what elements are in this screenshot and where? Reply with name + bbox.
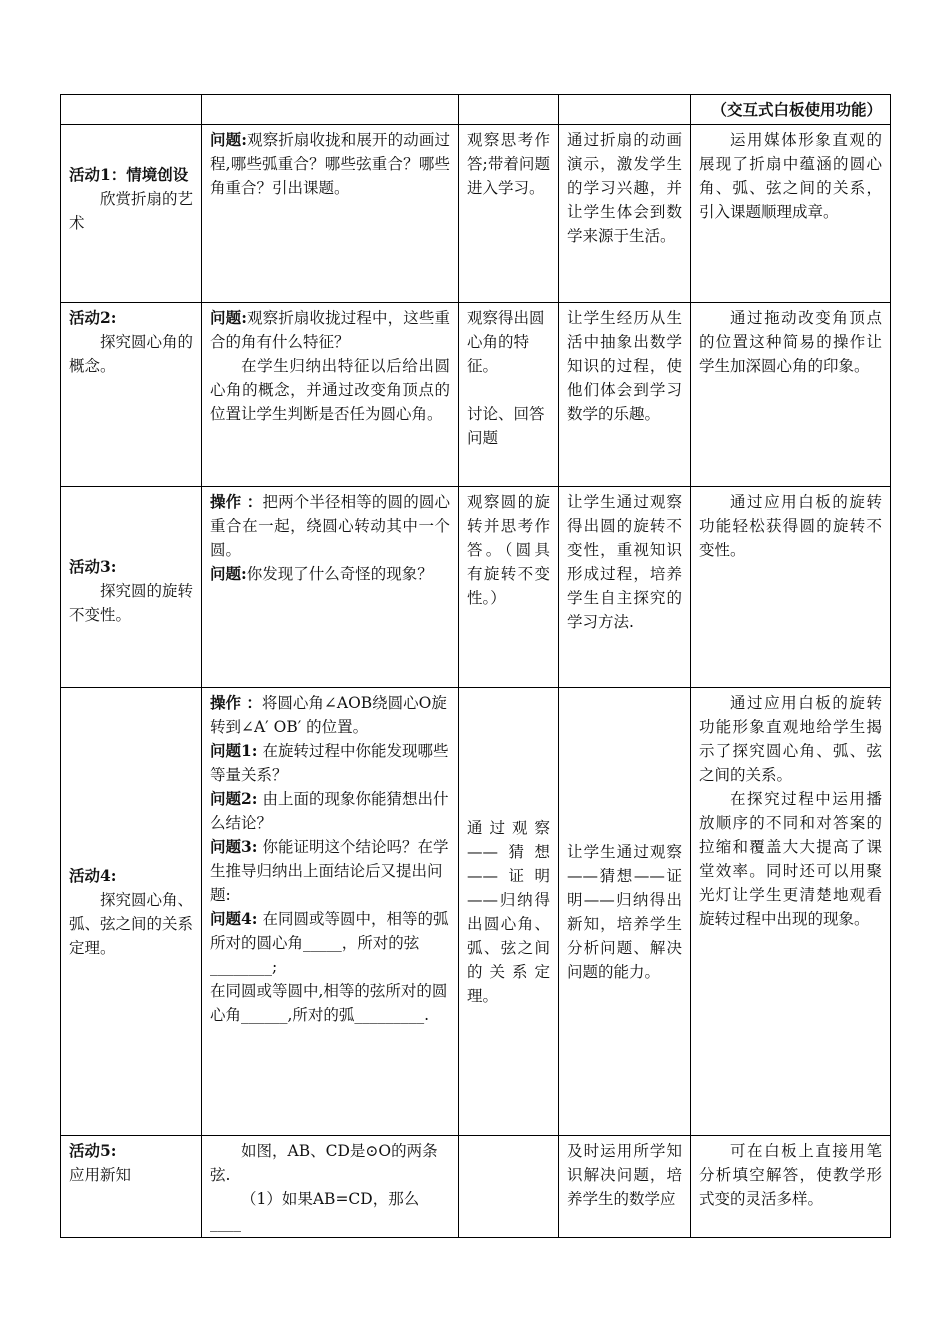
- question-text: 你能证明这个结论吗？在学生推导归纳出上面结论后又提出问题:: [210, 838, 449, 904]
- content-cell: [202, 688, 459, 1136]
- activity-cell: [61, 125, 202, 303]
- student-activity-text-2: 讨论、回答问题: [467, 405, 545, 447]
- question-text: 你发现了什么奇怪的现象？: [246, 565, 433, 583]
- activity-cell: [61, 1136, 202, 1238]
- content-cell: [202, 1136, 459, 1238]
- activity-title: 活动2:: [69, 308, 117, 327]
- student-activity-cell: 观察思考作答;带着问题进入学习。: [459, 125, 559, 303]
- activity-title: 活动1：情境创设: [69, 165, 189, 184]
- activity-cell: [61, 303, 202, 487]
- activity-cell: [61, 487, 202, 688]
- student-activity-cell: 观察圆的旋转并思考作答。（圆具有旋转不变性。）: [459, 487, 559, 688]
- table-row: [61, 303, 891, 487]
- question-text: 在旋转过程中你能发现哪些等量关系？: [210, 742, 449, 784]
- content-cell: [202, 125, 459, 303]
- question-label: 问题:: [210, 130, 247, 149]
- student-activity-cell: [459, 303, 559, 487]
- activity-subtitle: 探究圆心角的概念。: [69, 333, 194, 375]
- content-paragraph: 在学生归纳出特征以后给出圆心角的概念，并通过改变角顶点的位置让学生判断是否任为圆心角。: [210, 357, 450, 423]
- activity-cell: [61, 688, 202, 1136]
- table-row: [61, 688, 891, 1136]
- activity-title: 活动4:: [69, 866, 117, 885]
- whiteboard-function-cell: 可在白板上直接用笔分析填空解答，使教学形式变的灵活多样。: [691, 1136, 891, 1238]
- header-note: （交互式白板使用功能）: [691, 95, 891, 125]
- question-label: 问题1:: [210, 741, 258, 760]
- whiteboard-function-cell: 通过拖动改变角顶点的位置这种简易的操作让学生加深圆心角的印象。: [691, 303, 891, 487]
- design-intent-cell: 通过折扇的动画演示，激发学生的学习兴趣，并让学生体会到数学来源于生活。: [559, 125, 691, 303]
- header-cell: [61, 95, 202, 125]
- operation-label: 操作 ：: [210, 693, 262, 712]
- design-intent-cell: 及时运用所学知识解决问题，培养学生的数学应: [559, 1136, 691, 1238]
- content-paragraph: 在同圆或等圆中,相等的弦所对的圆心角______,所对的弧_________.: [210, 982, 448, 1024]
- table-header-row: [61, 95, 891, 125]
- table-row: [61, 125, 891, 303]
- operation-label: 操作 ：: [210, 492, 263, 511]
- whiteboard-function-cell: 通过应用白板的旋转功能轻松获得圆的旋转不变性。: [691, 487, 891, 688]
- whiteboard-text-2: 在探究过程中运用播放顺序的不同和对答案的拉缩和覆盖大大提高了课堂效率。同时还可以用聚光灯让学生更清楚地观看旋转过程中出现的现象。: [699, 790, 882, 928]
- question-text: 由上面的现象你能猜想出什么结论？: [210, 790, 449, 832]
- operation-text: 把两个半径相等的圆的圆心重合在一起，绕圆心转动其中一个圆。: [210, 493, 450, 559]
- question-text: 在同圆或等圆中，相等的弧所对的圆心角_____，所对的弦________;: [210, 910, 449, 976]
- table-row: [61, 1136, 891, 1238]
- content-cell: [202, 303, 459, 487]
- design-intent-cell: 让学生经历从生活中抽象出数学知识的过程，使他们体会到学习数学的乐趣。: [559, 303, 691, 487]
- whiteboard-text: 通过应用白板的旋转功能形象直观地给学生揭示了探究圆心角、弧、弦之间的关系。: [699, 694, 882, 784]
- activity-subtitle: 应用新知: [69, 1166, 132, 1184]
- content-paragraph: 如图，AB、CD是⊙O的两条弦.: [210, 1142, 438, 1184]
- whiteboard-function-cell: 运用媒体形象直观的展现了折扇中蕴涵的圆心角、弧、弦之间的关系，引入课题顺理成章。: [691, 125, 891, 303]
- question-label: 问题3:: [210, 837, 258, 856]
- design-intent-cell: 让学生通过观察——猜想——证明——归纳得出新知，培养学生分析问题、解决问题的能力。: [559, 688, 691, 1136]
- activity-subtitle: 探究圆心角、弧、弦之间的关系定理。: [69, 891, 194, 957]
- question-text: 观察折扇收拢和展开的动画过程,哪些弧重合？哪些弦重合？哪些角重合？引出课题。: [210, 131, 450, 197]
- operation-text: 将圆心角∠AOB绕圆心O旋转到∠A′ OB′ 的位置。: [210, 694, 447, 736]
- student-activity-cell: 通过观察——猜想——证明——归纳得出圆心角、弧、弦之间的关系定理。: [459, 688, 559, 1136]
- question-label: 问题4:: [210, 909, 258, 928]
- activity-title: 活动3:: [69, 557, 117, 576]
- table-row: [61, 487, 891, 688]
- activity-subtitle: 欣赏折扇的艺术: [69, 190, 194, 232]
- whiteboard-function-cell: [691, 688, 891, 1136]
- header-cell: [559, 95, 691, 125]
- question-label: 问题2:: [210, 789, 258, 808]
- activity-title: 活动5:: [69, 1141, 117, 1160]
- content-cell: [202, 487, 459, 688]
- question-text: 观察折扇收拢过程中，这些重合的角有什么特征？: [210, 309, 450, 351]
- question-label: 问题:: [210, 564, 247, 583]
- header-cell: [202, 95, 459, 125]
- header-cell: [459, 95, 559, 125]
- student-activity-text: 观察得出圆心角的特征。: [467, 309, 545, 375]
- question-label: 问题:: [210, 308, 247, 327]
- content-paragraph: （1）如果AB=CD，那么____: [210, 1190, 420, 1232]
- lesson-plan-table: [60, 94, 891, 1238]
- activity-subtitle: 探究圆的旋转不变性。: [69, 582, 194, 624]
- student-activity-cell: [459, 1136, 559, 1238]
- design-intent-cell: 让学生通过观察得出圆的旋转不变性，重视知识形成过程，培养学生自主探究的学习方法.: [559, 487, 691, 688]
